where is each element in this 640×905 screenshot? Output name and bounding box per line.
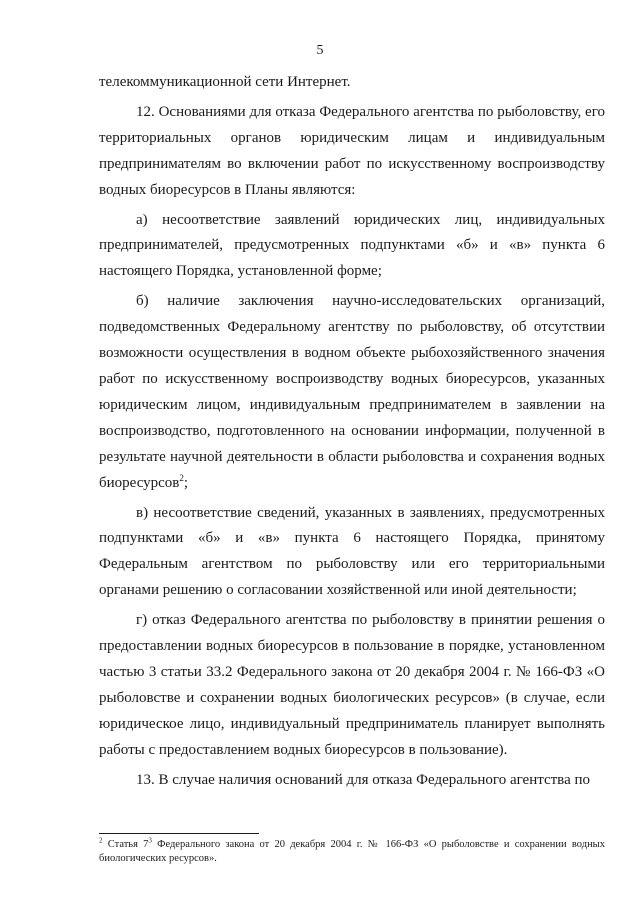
- subitem-b-end: ;: [183, 474, 189, 491]
- subitem-a: а) несоответствие заявлений юридических лиц, индивидуальных предпринимателей, предусмотренных подпунктами «б» и «в» пункта 6 настоящего Порядка, установленной форме;: [99, 211, 605, 280]
- paragraph-12-intro: 12. Основаниями для отказа Федерального агентства по рыболовству, его территориальных органов юридическим лицам и индивидуальным предпринимателям во включении работ по искусственному воспроизводству водных биоресурсов в Планы являются:: [99, 103, 605, 198]
- footnote-number: 2: [99, 836, 103, 845]
- footnote-article-sup: 3: [148, 836, 152, 845]
- document-body: [99, 70, 605, 793]
- continuation-line: телекоммуникационной сети Интернет.: [99, 74, 351, 90]
- footnote: [99, 838, 605, 866]
- subitem-b-text: б) наличие заключения научно-исследовательских организаций, подведомственных Федеральному агентству по рыболовству, об отсутствии возможности осуществления в водном объекте рыбохозяйственного значения работ по искусственному воспроизводству водных биоресурсов, указанных юридическим лицом, индивидуальным предпринимателем в заявлении на воспроизводство, подготовленного на основании информации, полученной в результате научной деятельности в области рыболовства и сохранения водных биоресурсов: [99, 293, 605, 491]
- footnote-text-after: Федерального закона от 20 декабря 2004 г. № 166-ФЗ «О рыболовстве и сохранении водных биологических ресурсов».: [99, 839, 605, 864]
- footnote-reference: 2: [179, 472, 184, 483]
- page-number: 5: [316, 43, 324, 58]
- paragraph-13-start: 13. В случае наличия оснований для отказа Федерального агентства по: [136, 771, 591, 788]
- footnote-text-before: Статья 7: [102, 839, 149, 850]
- subitem-v: в) несоответствие сведений, указанных в заявлениях, предусмотренных подпунктами «б» и «в» пункта 6 настоящего Порядка, принятому Федеральным агентством по рыболовству или его территориальными органами решению о согласовании хозяйственной или иной деятельности;: [99, 504, 605, 599]
- subitem-b: [99, 289, 605, 496]
- footnote-divider: [99, 833, 259, 834]
- subitem-g: г) отказ Федерального агентства по рыболовству в принятии решения о предоставлении водных биоресурсов в пользование в порядке, установленном частью 3 статьи 33.2 Федерального закона от 20 декабря 2004 г. № 166-ФЗ «О рыболовстве и сохранении водных биологических ресурсов» (в случае, если юридическое лицо, индивидуальный предприниматель планирует выполнять работы с предоставлением водных биоресурсов в пользование).: [99, 612, 605, 758]
